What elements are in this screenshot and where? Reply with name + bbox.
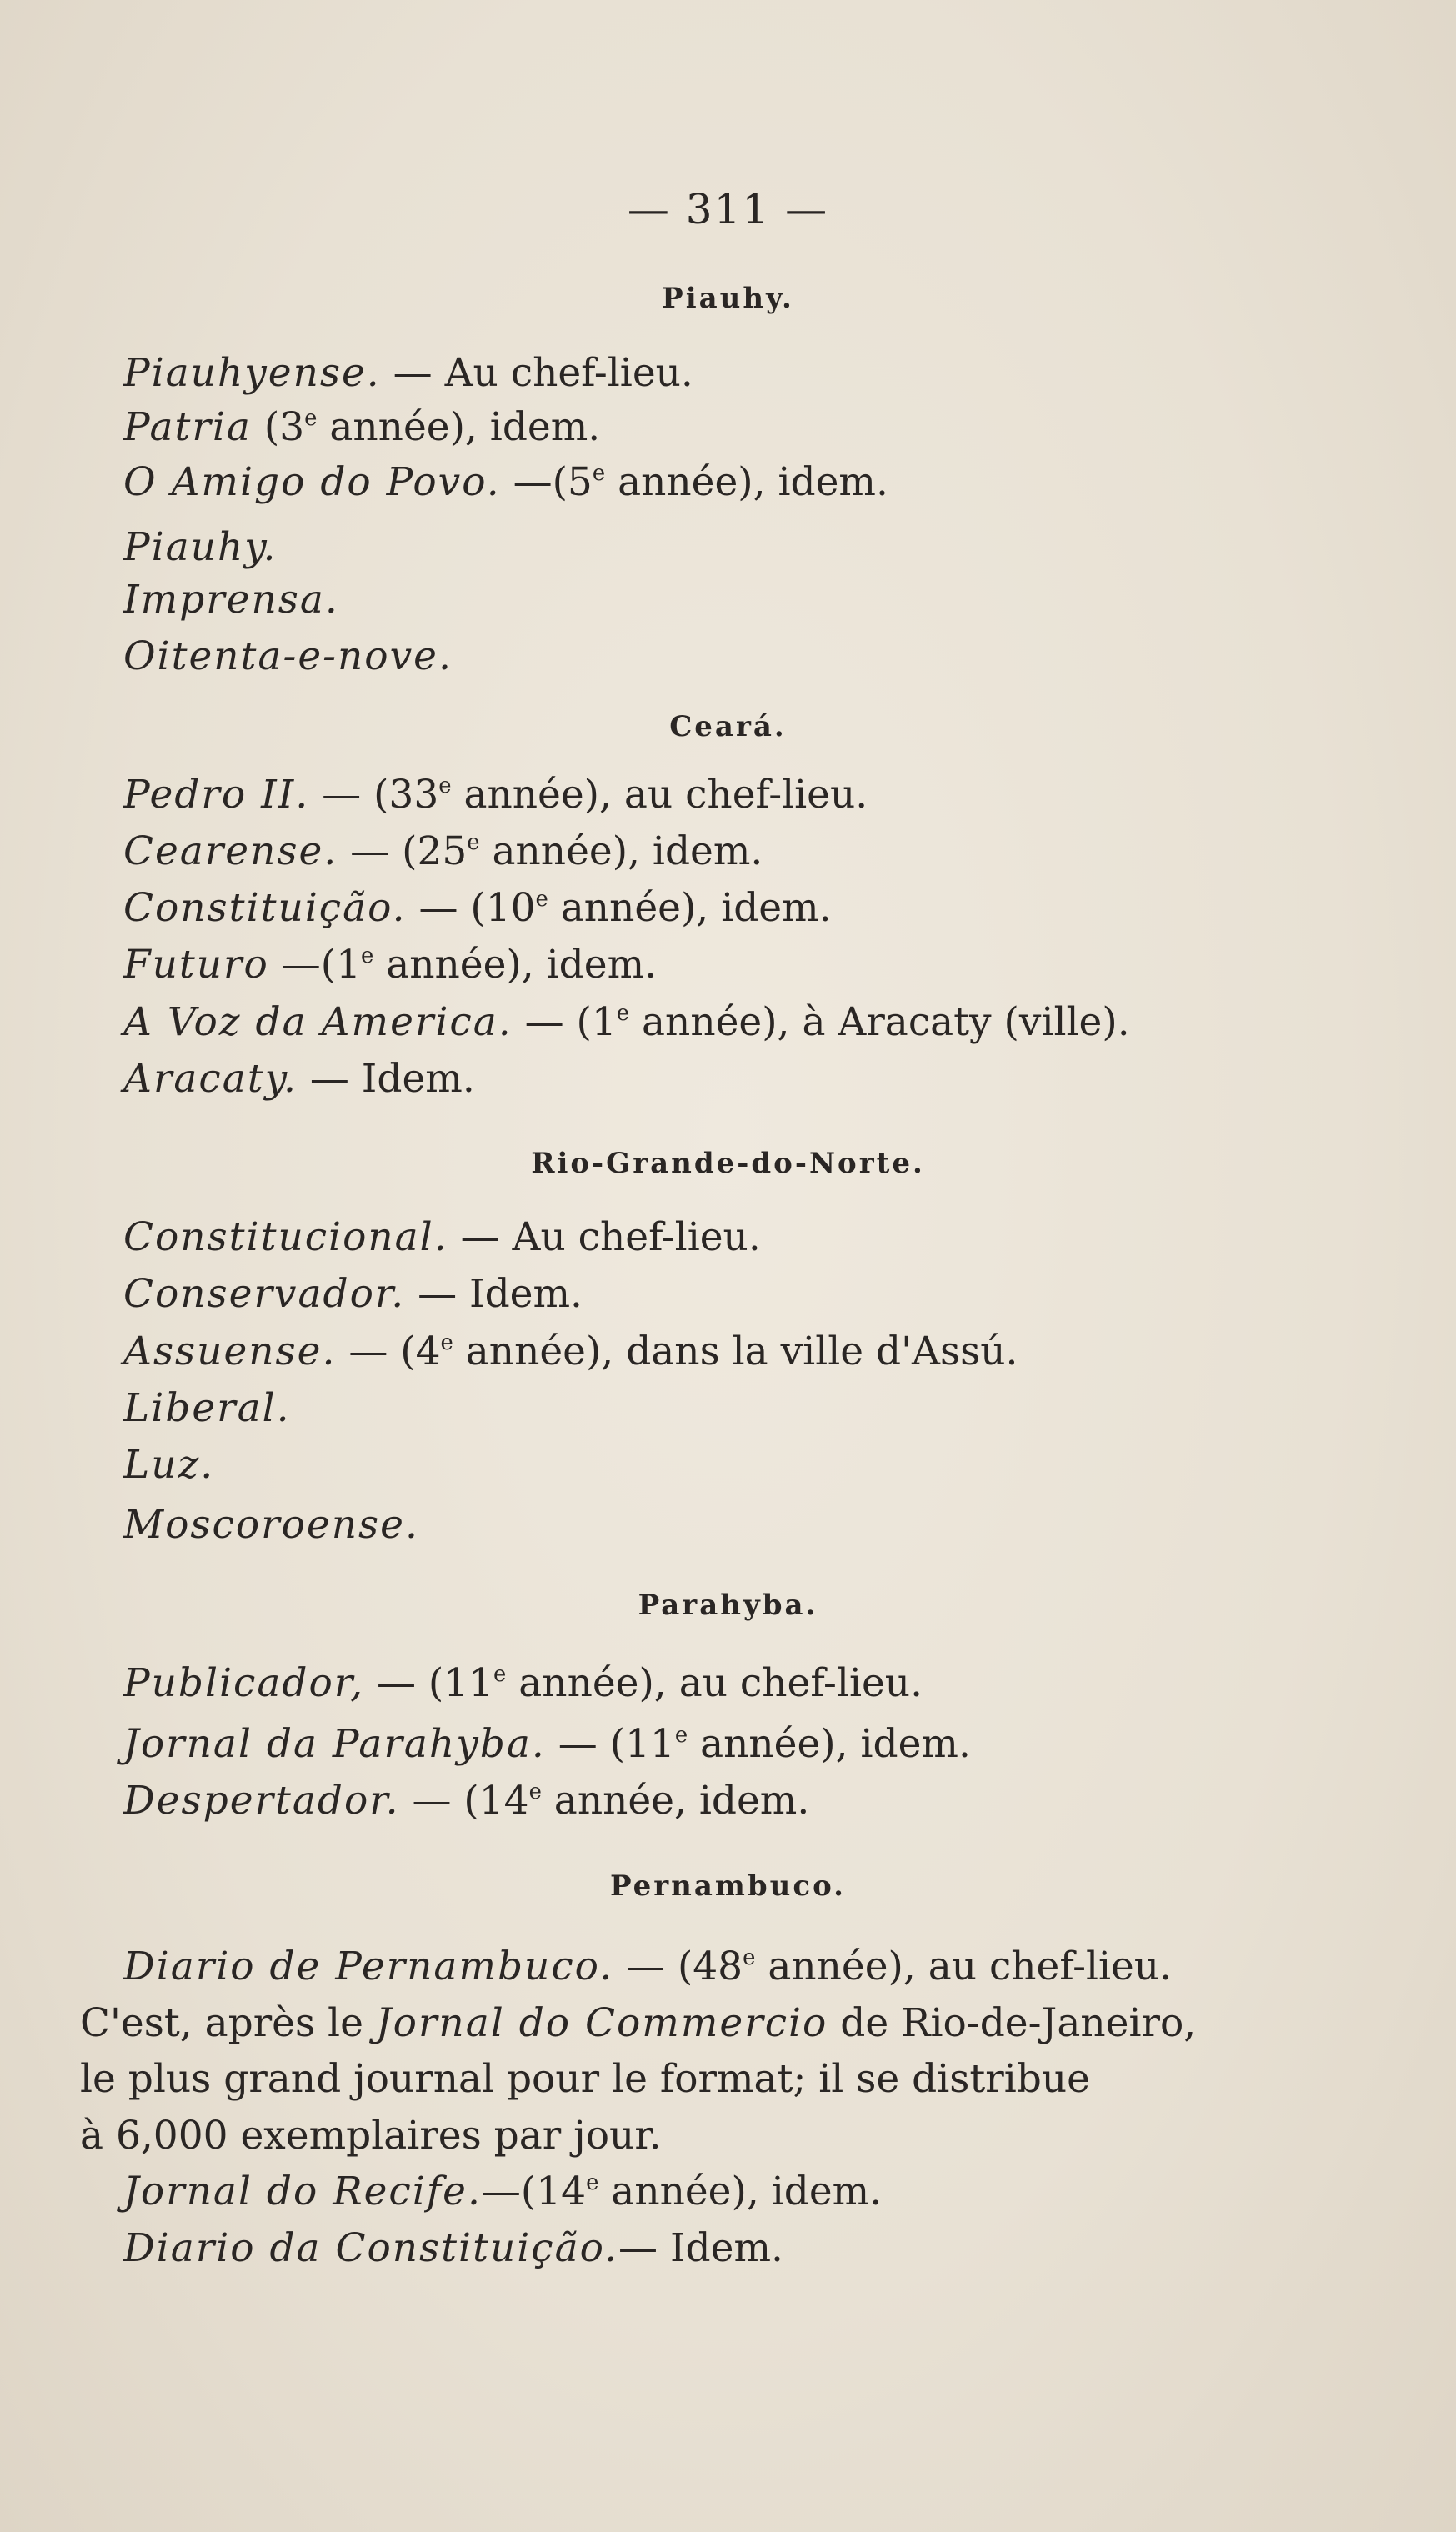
entry-despertador: Despertador. — (14e année, idem. — [123, 1778, 810, 1824]
entry-oitenta-e-nove: Oitenta-e-nove. — [123, 633, 453, 679]
entry-jornal-do-recife: Jornal do Recife.—(14e année), idem. — [123, 2169, 883, 2214]
entry-assuense: Assuense. — (4e année), dans la ville d'Assú. — [123, 1329, 1018, 1374]
section-heading-piauhy: Piauhy. — [662, 282, 794, 315]
entry-constituicao: Constituição. — (10e année), idem. — [123, 885, 832, 931]
entry-constitucional: Constitucional. — Au chef-lieu. — [123, 1214, 761, 1260]
paragraph-line-2: le plus grand journal pour le format; il se distribue — [80, 2056, 1090, 2102]
entry-pedro-ii: Pedro II. — (33e année), au chef-lieu. — [123, 772, 868, 818]
page-number: — 311 — — [627, 185, 829, 233]
entry-jornal-da-parahyba: Jornal da Parahyba. — (11e année), idem. — [123, 1721, 971, 1767]
entry-imprensa: Imprensa. — [123, 577, 339, 623]
entry-futuro: Futuro —(1e année), idem. — [123, 942, 658, 988]
entry-publicador: Publicador, — (11e année), au chef-lieu. — [123, 1660, 923, 1706]
entry-diario-de-pernambuco: Diario de Pernambuco. — (48e année), au chef-lieu. — [123, 1944, 1173, 1989]
entry-liberal: Liberal. — [123, 1385, 291, 1431]
entry-luz: Luz. — [123, 1442, 215, 1488]
entry-aracaty: Aracaty. — Idem. — [123, 1056, 475, 1102]
entry-conservador: Conservador. — Idem. — [123, 1271, 583, 1317]
entry-voz-da-america: A Voz da America. — (1e année), à Aracaty (ville). — [123, 999, 1130, 1045]
paragraph-line-3: à 6,000 exemplaires par jour. — [80, 2113, 662, 2159]
entry-diario-da-constituicao: Diario da Constituição.— Idem. — [123, 2225, 783, 2271]
section-heading-pernambuco: Pernambuco. — [609, 1869, 847, 1903]
entry-patria: Patria (3e année), idem. — [123, 404, 601, 450]
entry-piauhyense: Piauhyense. — Au chef-lieu. — [123, 350, 693, 396]
section-heading-rio-grande-do-norte: Rio-Grande-do-Norte. — [531, 1147, 925, 1180]
paragraph-line-1: C'est, après le Jornal do Commercio de Rio-de-Janeiro, — [80, 2000, 1197, 2046]
entry-cearense: Cearense. — (25e année), idem. — [123, 828, 763, 874]
entry-amigo-do-povo: O Amigo do Povo. —(5e année), idem. — [123, 459, 888, 505]
section-heading-ceara: Ceará. — [669, 710, 787, 743]
entry-moscoroense: Moscoroense. — [123, 1502, 419, 1548]
section-heading-parahyba: Parahyba. — [638, 1589, 818, 1622]
entry-piauhy: Piauhy. — [123, 524, 278, 570]
